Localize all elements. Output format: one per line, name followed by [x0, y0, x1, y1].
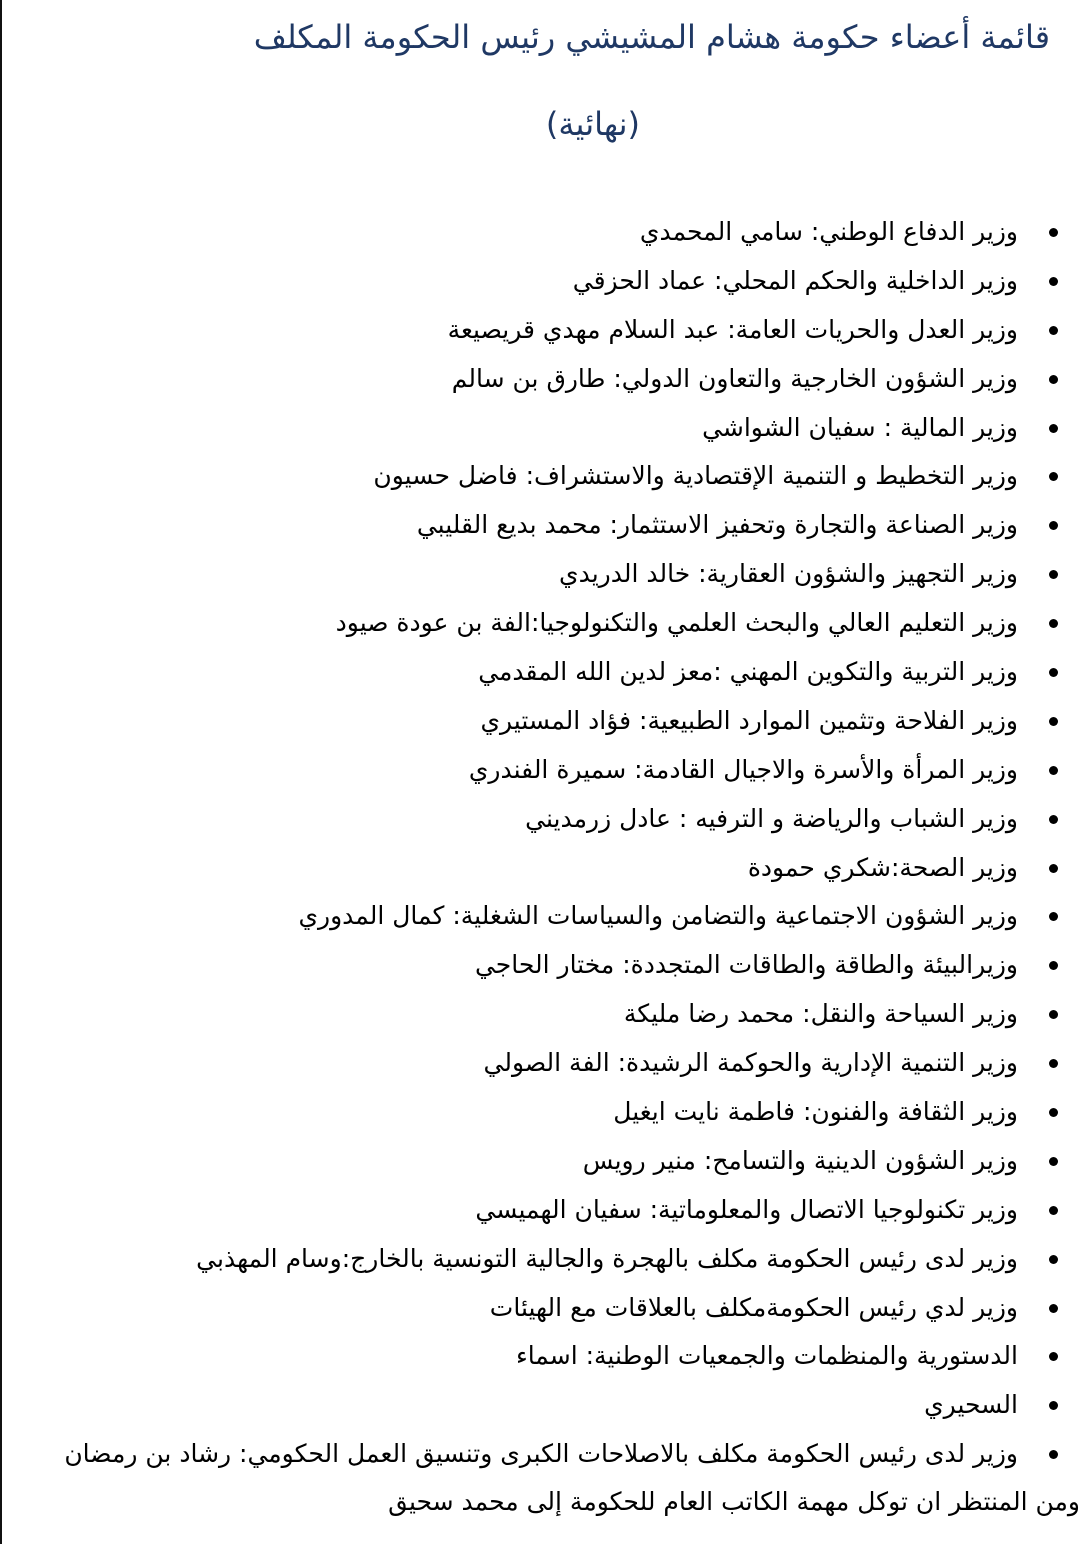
list-item-text: وزير الشؤون الاجتماعية والتضامن والسياسات الشغلية: كمال المدوري — [298, 901, 1018, 931]
list-item-text: وزير السياحة والنقل: محمد رضا مليكة — [623, 999, 1018, 1029]
list-item-text: وزير التجهيز والشؤون العقارية: خالد الدريدي — [559, 559, 1018, 589]
list-item-text: وزير المرأة والأسرة والاجيال القادمة: سميرة الفندري — [468, 754, 1018, 784]
list-item-text: الدستورية والمنظمات والجمعيات الوطنية: اسماء — [515, 1341, 1018, 1371]
bullet-icon — [1049, 766, 1058, 775]
list-item-text: وزير التخطيط و التنمية الإقتصادية والاستشراف: فاضل حسيون — [373, 461, 1018, 491]
list-item-text: وزير تكنولوجيا الاتصال والمعلوماتية: سفيان الهميسي — [475, 1194, 1018, 1224]
list-item — [0, 1186, 1080, 1235]
list-item — [0, 648, 1080, 697]
list-item-text: وزير العدل والحريات العامة: عبد السلام مهدي قريصيعة — [447, 314, 1018, 344]
bullet-icon — [1049, 1304, 1058, 1313]
list-item — [0, 550, 1080, 599]
ministers-list — [0, 208, 1080, 1479]
footer-note: ومن المنتظر ان توكل مهمة الكاتب العام للحكومة إلى محمد سحيق — [388, 1487, 1080, 1516]
list-item-text: وزير لدى رئيس الحكومة مكلف بالاصلاحات الكبرى وتنسيق العمل الحكومي: رشاد بن رمضان — [64, 1439, 1018, 1469]
list-item — [0, 795, 1080, 844]
list-item — [0, 1137, 1080, 1186]
list-item — [0, 452, 1080, 501]
bullet-icon — [1049, 521, 1058, 530]
list-item-text: وزير الصحة:شكري حمودة — [747, 852, 1018, 882]
bullet-icon — [1049, 228, 1058, 237]
bullet-icon — [1049, 619, 1058, 628]
bullet-icon — [1049, 1255, 1058, 1264]
bullet-icon — [1049, 717, 1058, 726]
list-item — [0, 844, 1080, 893]
list-item-text: وزير الثقافة والفنون: فاطمة نايت ايغيل — [613, 1097, 1018, 1127]
list-item-text: وزير الشؤون الدينية والتسامح: منير رويس — [582, 1145, 1018, 1175]
bullet-icon — [1049, 1206, 1058, 1215]
list-item-text: وزير الشباب والرياضة و الترفيه : عادل زرمديني — [525, 803, 1018, 833]
bullet-icon — [1049, 1401, 1058, 1410]
list-item-text: وزيرالبيئة والطاقة والطاقات المتجددة: مختار الحاجي — [474, 950, 1018, 980]
list-item — [0, 404, 1080, 453]
list-item-text: وزير التربية والتكوين المهني :معز لدين الله المقدمي — [478, 657, 1018, 687]
bullet-icon — [1049, 375, 1058, 384]
list-item — [0, 1284, 1080, 1333]
list-item — [0, 1430, 1080, 1479]
list-item — [0, 697, 1080, 746]
list-item-text: وزير التعليم العالي والبحث العلمي والتكنولوجيا:الفة بن عودة صيود — [335, 608, 1018, 638]
list-item — [0, 990, 1080, 1039]
bullet-icon — [1049, 570, 1058, 579]
bullet-icon — [1049, 424, 1058, 433]
list-item-text: وزير الداخلية والحكم المحلي: عماد الحزقي — [572, 265, 1018, 295]
list-item-text: وزير الفلاحة وتثمين الموارد الطبيعية: فؤاد المستيري — [480, 705, 1018, 735]
bullet-icon — [1049, 912, 1058, 921]
list-item — [0, 1235, 1080, 1284]
bullet-icon — [1049, 1010, 1058, 1019]
list-item — [0, 208, 1080, 257]
list-item-text: السحيري — [924, 1390, 1018, 1420]
bullet-icon — [1049, 864, 1058, 873]
list-item — [0, 355, 1080, 404]
document-title: قائمة أعضاء حكومة هشام المشيشي رئيس الحكومة المكلف — [253, 18, 1050, 56]
bullet-icon — [1049, 472, 1058, 481]
list-item-text: وزير الصناعة والتجارة وتحفيز الاستثمار: محمد بديع القليبي — [416, 510, 1018, 540]
list-item-text: وزير الشؤون الخارجية والتعاون الدولي: طارق بن سالم — [451, 363, 1018, 393]
bullet-icon — [1049, 277, 1058, 286]
bullet-icon — [1049, 1157, 1058, 1166]
document-subtitle: (نهائية) — [545, 105, 640, 143]
list-item — [0, 257, 1080, 306]
list-item — [0, 941, 1080, 990]
list-item — [0, 1088, 1080, 1137]
bullet-icon — [1049, 1352, 1058, 1361]
list-item-text: وزير المالية : سفيان الشواشي — [702, 412, 1018, 442]
bullet-icon — [1049, 1108, 1058, 1117]
list-item — [0, 1039, 1080, 1088]
list-item-text: وزير الدفاع الوطني: سامي المحمدي — [639, 217, 1018, 246]
list-item-text: وزير لدي رئيس الحكومةمكلف بالعلاقات مع الهيئات — [489, 1292, 1018, 1322]
list-item — [0, 892, 1080, 941]
list-item-text: وزير لدى رئيس الحكومة مكلف بالهجرة والجالية التونسية بالخارج:وسام المهذبي — [196, 1243, 1018, 1273]
list-item — [0, 1381, 1080, 1430]
list-item — [0, 306, 1080, 355]
list-item — [0, 1332, 1080, 1381]
bullet-icon — [1049, 668, 1058, 677]
bullet-icon — [1049, 1059, 1058, 1068]
list-item — [0, 746, 1080, 795]
list-item-text: وزير التنمية الإدارية والحوكمة الرشيدة: الفة الصولي — [483, 1048, 1018, 1078]
bullet-icon — [1049, 961, 1058, 970]
bullet-icon — [1049, 326, 1058, 335]
bullet-icon — [1049, 815, 1058, 824]
list-item — [0, 501, 1080, 550]
bullet-icon — [1049, 1450, 1058, 1459]
list-item — [0, 599, 1080, 648]
